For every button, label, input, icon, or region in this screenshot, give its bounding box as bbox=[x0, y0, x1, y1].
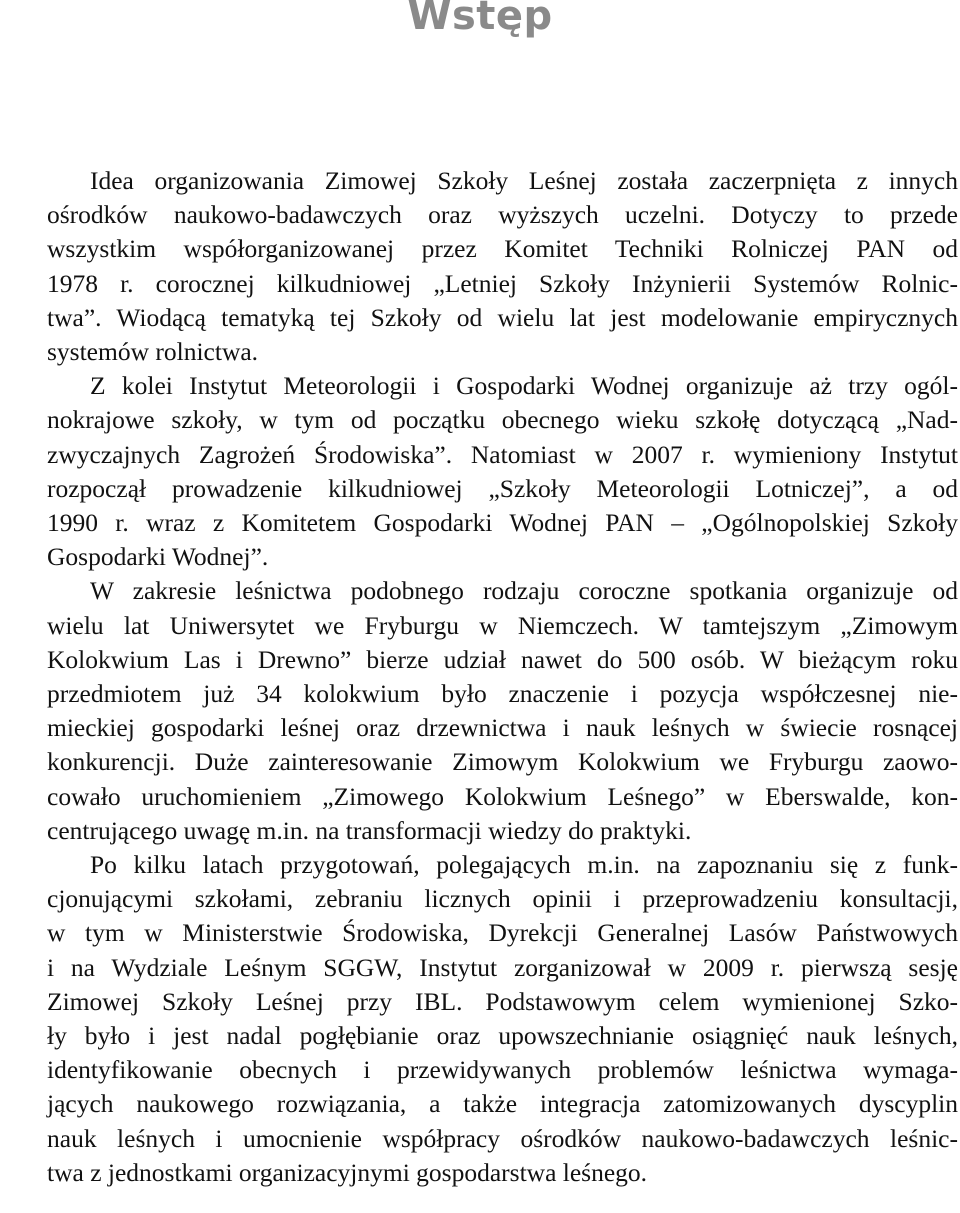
text-line: centrującego uwagę m.in. na transformacji wiedzy do praktyki. bbox=[47, 815, 692, 845]
text-line: wszystkim współorganizowanej przez Komitet Techniki Rolniczej PAN od bbox=[47, 234, 958, 264]
text-line: nokrajowe szkoły, w tym od początku obecnego wieku szkołę dotyczącą „Nad- bbox=[47, 405, 958, 435]
page-title: Wstęp bbox=[407, 0, 553, 39]
paragraph-3 bbox=[4, 574, 958, 848]
text-line: Kolokwium Las i Drewno” bierze udział nawet do 500 osób. W bieżącym roku bbox=[47, 644, 958, 674]
text-line: systemów rolnictwa. bbox=[47, 337, 259, 367]
text-line: w tym w Ministerstwie Środowiska, Dyrekcji Generalnej Lasów Państwowych bbox=[47, 918, 958, 948]
text-line: jących naukowego rozwiązania, a także integracja zatomizowanych dyscyplin bbox=[47, 1089, 958, 1119]
text-line: ły było i jest nadal pogłębianie oraz upowszechnianie osiągnięć nauk leśnych, bbox=[47, 1021, 958, 1051]
text-line: Gospodarki Wodnej”. bbox=[47, 542, 269, 572]
text-line: 1990 r. wraz z Komitetem Gospodarki Wodnej PAN – „Ogólnopolskiej Szkoły bbox=[47, 508, 958, 538]
text-line: ośrodków naukowo-badawczych oraz wyższych uczelni. Dotyczy to przede bbox=[47, 200, 958, 230]
text-line: konkurencji. Duże zainteresowanie Zimowym Kolokwium we Fryburgu zaowo- bbox=[47, 747, 958, 777]
text-line: twa”. Wiodącą tematyką tej Szkoły od wielu lat jest modelowanie empirycznych bbox=[47, 302, 958, 332]
text-line: nauk leśnych i umocnienie współpracy ośrodków naukowo-badawczych leśnic- bbox=[47, 1123, 958, 1153]
text-line: zwyczajnych Zagrożeń Środowiska”. Natomiast w 2007 r. wymieniony Instytut bbox=[47, 439, 958, 469]
text-line: mieckiej gospodarki leśnej oraz drzewnictwa i nauk leśnych w świecie rosnącej bbox=[47, 713, 958, 743]
text-line: Idea organizowania Zimowej Szkoły Leśnej została zaczerpnięta z innych bbox=[90, 166, 958, 195]
text-line: twa z jednostkami organizacyjnymi gospodarstwa leśnego. bbox=[47, 1157, 648, 1187]
text-line: W zakresie leśnictwa podobnego rodzaju coroczne spotkania organizuje od bbox=[90, 576, 958, 606]
text-line: rozpoczął prowadzenie kilkudniowej „Szkoły Meteorologii Lotniczej”, a od bbox=[47, 473, 958, 503]
paragraph-2 bbox=[4, 369, 958, 574]
text-line: Po kilku latach przygotowań, polegających m.in. na zapoznaniu się z funk- bbox=[90, 850, 958, 880]
text-line: identyfikowanie obecnych i przewidywanych problemów leśnictwa wymaga- bbox=[47, 1055, 958, 1085]
text-line: Z kolei Instytut Meteorologii i Gospodarki Wodnej organizuje aż trzy ogól- bbox=[90, 371, 958, 401]
paragraph-4 bbox=[4, 848, 958, 1190]
text-line: 1978 r. corocznej kilkudniowej „Letniej Szkoły Inżynierii Systemów Rolnic- bbox=[47, 268, 958, 298]
body-text bbox=[4, 164, 958, 1190]
text-line: przedmiotem już 34 kolokwium było znaczenie i pozycja współczesnej nie- bbox=[47, 679, 958, 709]
text-line: i na Wydziale Leśnym SGGW, Instytut zorganizował w 2009 r. pierwszą sesję bbox=[47, 952, 958, 982]
paragraph-1 bbox=[4, 164, 958, 369]
text-line: wielu lat Uniwersytet we Fryburgu w Niemczech. W tamtejszym „Zimowym bbox=[47, 610, 958, 640]
text-line: Zimowej Szkoły Leśnej przy IBL. Podstawowym celem wymienionej Szko- bbox=[47, 986, 958, 1016]
text-line: cowało uruchomieniem „Zimowego Kolokwium Leśnego” w Eberswalde, kon- bbox=[47, 781, 958, 811]
text-line: cjonującymi szkołami, zebraniu licznych opinii i przeprowadzeniu konsultacji, bbox=[47, 884, 958, 914]
